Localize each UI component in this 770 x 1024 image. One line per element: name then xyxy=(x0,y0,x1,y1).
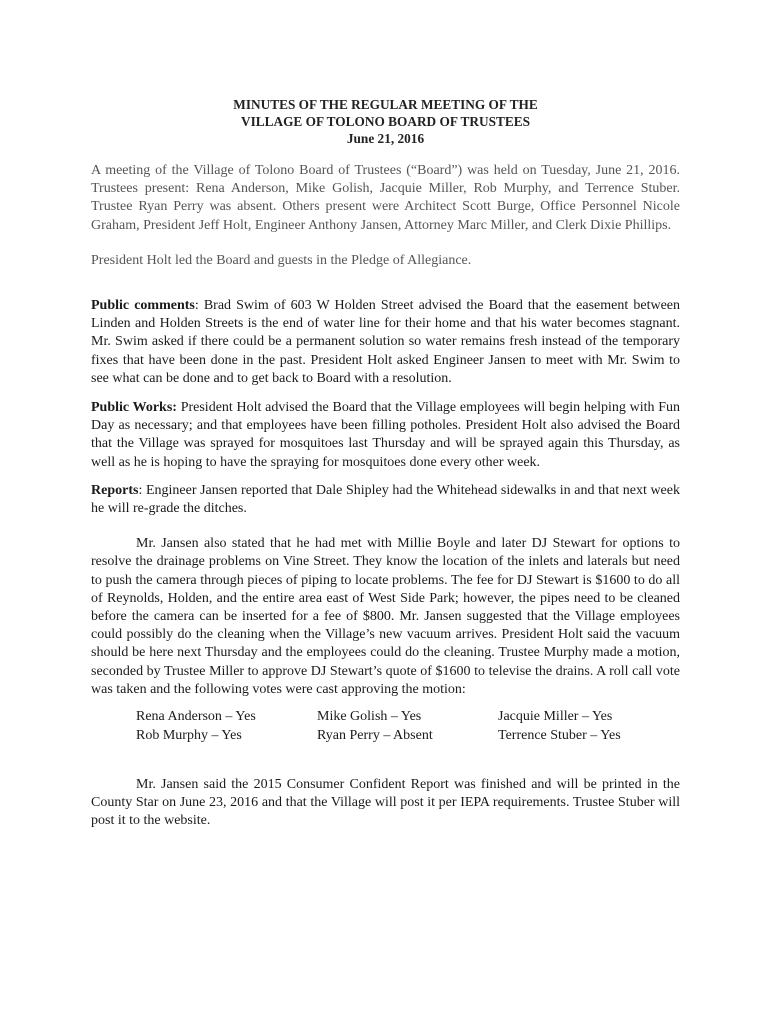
intro-paragraph: A meeting of the Village of Tolono Board of Trustees (“Board”) was held on Tuesday, June 21, 2016. Trustees present: Rena Anderson, Mike Golish, Jacquie Miller, Rob Murphy, and Terrence Stuber. Trustee Ryan Perry was absent. Others present were Architect Scott Burge, Office Personnel Nicole Graham, President Jeff Holt, Engineer Anthony Jansen, Attorney Marc Miller, and Clerk Dixie Phillips. xyxy=(91,163,680,233)
vote-entry: Rena Anderson – Yes xyxy=(136,709,256,725)
public-works-text: President Holt advised the Board that the Village employees will begin helping with Fun Day as necessary; and that employees have been filling potholes. President Holt also advised the Board that the Village was sprayed for mosquitoes last Thursday and will be sprayed again this Thursday, as well as he is hoping to have the spraying for mosquitoes done every other week. xyxy=(91,400,680,470)
title-line-1: MINUTES OF THE REGULAR MEETING OF THE xyxy=(233,97,538,112)
reports-paragraph xyxy=(91,482,680,518)
roll-call-votes xyxy=(91,707,680,745)
pledge-paragraph: President Holt led the Board and guests in the Pledge of Allegiance. xyxy=(91,252,472,268)
public-comments-text: : Brad Swim of 603 W Holden Street advised the Board that the easement between Linden and Holden Streets is the end of water line for their home and that his water becomes stagnant. Mr. Swim asked if there could be a permanent solution so water remains fresh instead of the temporary fixes that have been done in the past. President Holt asked Engineer Jansen to meet with Mr. Swim to see what can be done and to get back to Board with a resolution. xyxy=(91,298,680,386)
public-comments-paragraph xyxy=(91,297,680,388)
vote-entry: Ryan Perry – Absent xyxy=(317,728,433,744)
drainage-paragraph: Mr. Jansen also stated that he had met with Millie Boyle and later DJ Stewart for options to resolve the drainage problems on Vine Street. They know the location of the inlets and laterals but need to push the camera through pieces of piping to locate problems. The fee for DJ Stewart is $1600 to do all of Reynolds, Holden, and the entire area east of West Side Park; however, the pipes need to be cleaned before the camera can be inserted for a fee of $800. Mr. Jansen suggested that the Village employees could possibly do the cleaning when the Village’s new vacuum arrives. President Holt said the vacuum should be here next Thursday and the employees could do the cleaning. Trustee Murphy made a motion, seconded by Trustee Miller to approve DJ Stewart’s quote of $1600 to televise the drains. A roll call vote was taken and the following votes were cast approving the motion: xyxy=(91,536,680,697)
consumer-report-paragraph: Mr. Jansen said the 2015 Consumer Confident Report was finished and will be printed in the County Star on June 23, 2016 and that the Village will post it per IEPA requirements. Trustee Stuber will post it to the website. xyxy=(91,777,680,829)
public-works-heading: Public Works: xyxy=(91,400,177,416)
vote-entry: Rob Murphy – Yes xyxy=(136,728,242,744)
vote-row xyxy=(136,726,680,745)
vote-row xyxy=(136,707,680,726)
reports-heading: Reports xyxy=(91,482,139,498)
document-title xyxy=(91,96,680,147)
vote-entry: Mike Golish – Yes xyxy=(317,709,422,725)
public-comments-heading: Public comments xyxy=(91,298,195,314)
public-works-paragraph xyxy=(91,399,680,472)
vote-entry: Jacquie Miller – Yes xyxy=(498,709,613,725)
reports-text: : Engineer Jansen reported that Dale Shipley had the Whitehead sidewalks in and that next week he will re-grade the ditches. xyxy=(91,482,680,517)
title-line-2: VILLAGE OF TOLONO BOARD OF TRUSTEES xyxy=(240,114,531,129)
meeting-date: June 21, 2016 xyxy=(346,131,425,146)
vote-entry: Terrence Stuber – Yes xyxy=(498,728,621,744)
